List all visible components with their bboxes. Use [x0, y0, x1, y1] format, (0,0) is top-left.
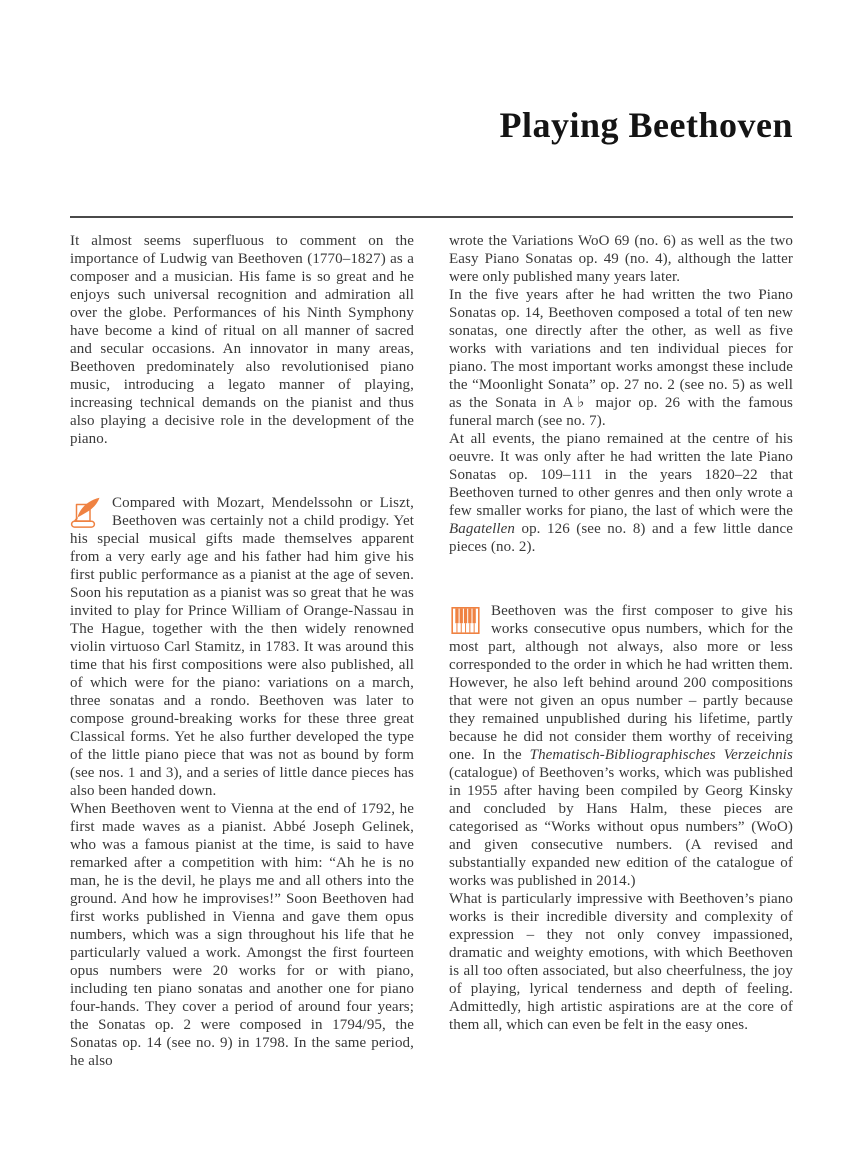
italic-text-run: Bagatellen: [449, 521, 515, 537]
right-column: [449, 232, 793, 1070]
left-column: [70, 232, 414, 1070]
paragraph: [70, 232, 414, 448]
piano-keyboard-icon: [449, 604, 482, 637]
text-run: wrote the Variations WoO 69 (no. 6) as well as the two Easy Piano Sonatas op. 49 (no. 4), although the latter were only published many years later.: [449, 233, 793, 285]
italic-text-run: Thematisch-Bibliographisches Verzeichnis: [529, 747, 793, 763]
paragraph: [449, 890, 793, 1034]
paragraph: [449, 602, 793, 890]
text-run: Compared with Mozart, Mendelssohn or Liszt, Beethoven was certainly not a child prodigy. Yet his special musical gifts made themselves apparent from a very early age and his father had him give his first public performance as a pianist at the age of seven. Soon his reputation as a pianist was so great that he was invited to play for Prince William of Orange-Nassau in The Hague, together with the then widely renowned violin virtuoso Carl Stamitz, in 1783. It was around this time that his first compositions were also published, all of which were for the piano: variations on a march, three sonatas and a rondo. Beethoven was later to compose ground-breaking works for these three great Classical forms. Yet he also further developed the type of the little piano piece that was not as bound by form (see nos. 1 and 3), and a series of little dance pieces has also been handed down.: [70, 495, 414, 799]
text-run: (catalogue) of Beethoven’s works, which was published in 1955 after having been compiled by Georg Kinsky and concluded by Hans Halm, these pieces are categorised as “Works without opus numbers” (WoO) and given consecutive numbers. (A revised and substantially expanded new edition of the catalogue of works was published in 2014.): [449, 765, 793, 889]
quill-icon: [70, 496, 103, 529]
text-run: At all events, the piano remained at the centre of his oeuvre. It was only after he had written the late Piano Sonatas op. 109–111 in the years 1820–22 that Beethoven turned to other genres and then only wrote a few smaller works for piano, the last of which were the: [449, 431, 793, 519]
paragraph: [449, 232, 793, 286]
text-run: op. 126 (see no. 8) and a few little dance pieces (no. 2).: [449, 521, 793, 555]
text-columns: [70, 232, 793, 1070]
paragraph: [70, 494, 414, 800]
text-run: Beethoven was the first composer to give his works consecutive opus numbers, which for the most part, although not always, also more or less corresponded to the order in which he had written them. However, he also left behind around 200 compositions that were not given an opus number – partly because they remained unpublished during his lifetime, partly because he did not consider them worthy of receiving one. In the: [449, 603, 793, 763]
text-run: In the five years after he had written the two Piano Sonatas op. 14, Beethoven composed a total of ten new sonatas, one directly after the other, as well as five works with variations and ten individual pieces for piano. The most important works amongst these include the “Moonlight Sonata” op. 27 no. 2 (see no. 5) as well as the Sonata in A♭ major op. 26 with the famous funeral march (see no. 7).: [449, 287, 793, 429]
paragraph: [70, 800, 414, 1070]
text-run: What is particularly impressive with Beethoven’s piano works is their incredible diversity and complexity of expression – they not only convey impassioned, dramatic and weighty emotions, with which Beethoven is all too often associated, but also cheerfulness, the joy of playing, lyrical tenderness and depth of feeling. Admittedly, high artistic aspirations are at the core of them all, which can even be felt in the easy ones.: [449, 891, 793, 1033]
paragraph: [449, 286, 793, 430]
title-rule: [70, 216, 793, 218]
paragraph: [449, 430, 793, 556]
page-title: Playing Beethoven: [499, 105, 793, 145]
text-run: When Beethoven went to Vienna at the end of 1792, he first made waves as a pianist. Abbé Joseph Gelinek, who was a famous pianist at the time, is said to have remarked after a competition with him: “Ah he is no man, he is the devil, he plays me and all others into the ground. And how he improvises!” Soon Beethoven had first works published in Vienna and gave them opus numbers, which was a sign throughout his life that he particularly valued a work. Amongst the first fourteen opus numbers were 20 works for or with piano, including ten piano sonatas and another one for piano four-hands. They cover a period of around four years; the Sonatas op. 2 were composed in 1794/95, the Sonatas op. 14 (see no. 9) in 1798. In the same period, he also: [70, 801, 414, 1069]
text-run: It almost seems superfluous to comment on the importance of Ludwig van Beethoven (1770–1827) as a composer and a musician. His fame is so great and he enjoys such universal recognition and admiration all over the globe. Performances of his Ninth Symphony have become a kind of ritual on all manner of sacred and secular occasions. An innovator in many areas, Beethoven predominately also revolutionised piano music, introducing a legato manner of playing, increasing technical demands on the pianist and thus also playing a decisive role in the development of the piano.: [70, 233, 414, 447]
